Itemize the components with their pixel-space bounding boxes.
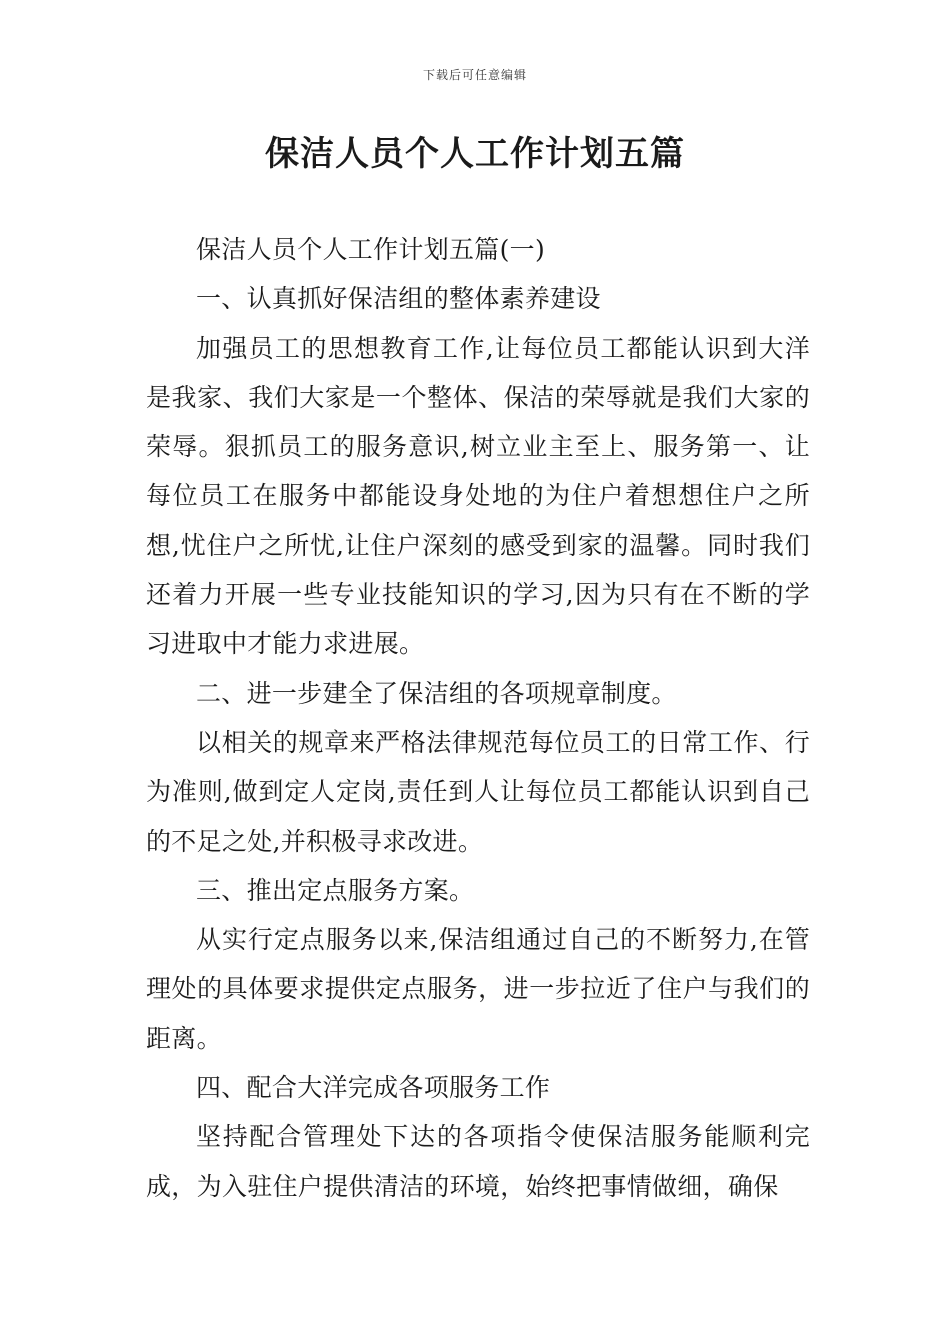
document-body [146, 225, 810, 1211]
body-paragraph-4: 坚持配合管理处下达的各项指令使保洁服务能顺利完成，为入驻住户提供清洁的环境，始终把事情做细，确保 [146, 1122, 810, 1201]
body-paragraph-3: 从实行定点服务以来,保洁组通过自己的不断努力,在管理处的具体要求提供定点服务，进一步拉近了住户与我们的距离。 [146, 925, 810, 1053]
section-heading-4: 四、配合大洋完成各项服务工作 [196, 1073, 551, 1103]
section-heading-2: 二、进一步建全了保洁组的各项规章制度。 [196, 678, 677, 708]
section-heading-1: 一、认真抓好保洁组的整体素养建设 [196, 284, 601, 314]
body-paragraph-2: 以相关的规章来严格法律规范每位员工的日常工作、行为准则,做到定人定岗,责任到人让每位员工都能认识到自己的不足之处,并积极寻求改进。 [146, 727, 810, 856]
document-title: 保洁人员个人工作计划五篇 [265, 134, 685, 174]
subtitle-paragraph: 保洁人员个人工作计划五篇(一) [196, 235, 546, 264]
header-note: 下载后可任意编辑 [422, 68, 527, 82]
body-paragraph-1: 加强员工的思想教育工作,让每位员工都能认识到大洋是我家、我们大家是一个整体、保洁的荣辱就是我们大家的荣辱。狠抓员工的服务意识,树立业主至上、服务第一、让每位员工在服务中都能设身处地的为住户着想想住户之所想,忧住户之所忧,让住户深刻的感受到家的温馨。同时我们还着力开展一些专业技能知识的学习,因为只有在不断的学习进取中才能力求进展。 [146, 333, 810, 659]
section-heading-3: 三、推出定点服务方案。 [196, 875, 475, 905]
